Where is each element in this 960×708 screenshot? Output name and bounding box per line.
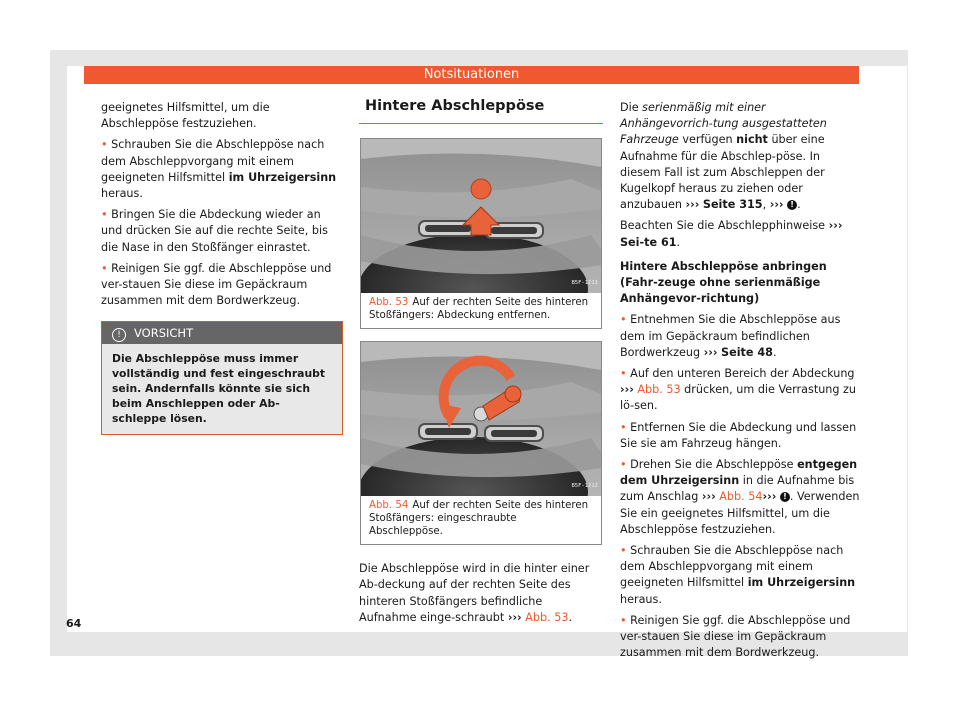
note-icon[interactable]: !	[780, 492, 790, 502]
reference-arrows: ›››	[701, 490, 716, 504]
reference-arrows: ›››	[762, 490, 777, 504]
page-link[interactable]: Seite 315	[702, 198, 763, 212]
figure-code: B5F-1211	[571, 280, 598, 286]
list-item: • Reinigen Sie ggf. die Abschleppöse und ver-stauen Sie diese im Gepäckraum zusammen mit dem Bordwerkzeug.	[620, 613, 851, 660]
reference-arrows: ›››	[685, 198, 700, 212]
page-link[interactable]: Seite 48	[721, 345, 773, 359]
list-item: • Auf den unteren Bereich der Abdeckung ››› Abb. 53 drücken, um die Verrastung zu lö-sen.	[620, 367, 857, 413]
bullet-icon: •	[620, 544, 627, 558]
figure-label: Abb. 53	[369, 297, 409, 309]
column-right	[620, 100, 860, 667]
caution-header	[102, 322, 342, 344]
figure-image	[361, 342, 601, 496]
list-item: • Reinigen Sie ggf. die Abschleppöse und ver-stauen Sie diese im Gepäckraum zusammen mit dem Bordwerkzeug.	[101, 261, 332, 308]
reference-arrows: ›››	[703, 345, 718, 359]
list-item: • Schrauben Sie die Abschleppöse nach dem Abschleppvorgang mit einem geeigneten Hilfsmittel im Uhrzeigersinn heraus.	[620, 544, 856, 606]
reference-arrows: ›››	[620, 383, 634, 397]
figure-caption: Abb. 53 Auf der rechten Seite des hinteren Stoßfängers: Abdeckung entfernen.	[369, 297, 589, 322]
caution-title: VORSICHT	[134, 326, 194, 341]
bullet-icon: •	[620, 313, 627, 327]
figure-54	[360, 341, 602, 545]
caution-box	[101, 321, 343, 435]
paragraph: Beachten Sie die Abschlepphinweise ››› Sei-te 61.	[620, 219, 843, 249]
bumper-cover-illustration	[361, 139, 601, 293]
bullet-icon: •	[620, 420, 627, 434]
page-number: 64	[66, 617, 82, 630]
towing-eye-illustration	[361, 342, 601, 496]
paragraph: Die serienmäßig mit einer Anhängevorrich-tung ausgestatteten Fahrzeuge verfügen nicht über eine Aufnahme für die Abschlep-pöse. In diesem Fall ist zum Abschleppen der Kugelkopf heraus zu ziehen oder anzubauen ››› Seite 315, ››› ! .	[620, 101, 827, 212]
figure-caption: Abb. 54 Auf der rechten Seite des hinteren Stoßfängers: eingeschraubte Abschleppöse.	[369, 500, 589, 538]
paragraph: Die Abschleppöse wird in die hinter einer Ab-deckung auf der rechten Seite des hinteren Stoßfängers befindliche Aufnahme einge-schraubt ››› Abb. 53.	[359, 562, 590, 624]
subheading: Hintere Abschleppöse anbringen (Fahr-zeuge ohne serienmäßige Anhängevor-richtung)	[620, 259, 827, 306]
warning-icon: !	[112, 328, 126, 342]
list-item: • Entnehmen Sie die Abschleppöse aus dem im Gepäckraum befindlichen Bordwerkzeug ››› Seite 48.	[620, 313, 841, 359]
figure-link[interactable]: Abb. 53	[525, 610, 569, 624]
list-item: • Entfernen Sie die Abdeckung und lassen Sie sie am Fahrzeug hängen.	[620, 420, 857, 450]
figure-image	[361, 139, 601, 293]
page-link[interactable]: Sei-te 61	[620, 235, 677, 249]
figure-code: B5F-1212	[571, 483, 598, 489]
bullet-icon: •	[101, 261, 108, 275]
bullet-icon: •	[101, 208, 108, 222]
list-item: • Schrauben Sie die Abschleppöse nach dem Abschleppvorgang mit einem geeigneten Hilfsmittel im Uhrzeigersinn heraus.	[101, 138, 337, 201]
paragraph: geeignetes Hilfsmittel, um die Abschleppöse festzuziehen.	[101, 101, 270, 131]
bullet-icon: •	[620, 458, 627, 472]
list-item: • Drehen Sie die Abschleppöse entgegen dem Uhrzeigersinn in die Aufnahme bis zum Anschlag ››› Abb. 54››› ! . Verwenden Sie ein geeignetes Hilfsmittel, um die Abschleppöse festzuziehen.	[620, 458, 860, 536]
figure-link[interactable]: Abb. 54	[719, 490, 763, 504]
reference-arrows: ›››	[769, 198, 784, 212]
note-icon[interactable]: !	[787, 200, 797, 210]
caution-text: Die Abschleppöse muss immer vollständig und fest eingeschraubt sein. Andernfalls könnte sie sich beim Anschleppen oder Ab-schleppe lösen.	[102, 344, 342, 434]
reference-arrows: ›››	[507, 610, 522, 624]
figure-link[interactable]: Abb. 53	[637, 383, 681, 397]
column-middle	[359, 98, 603, 631]
bullet-icon: •	[101, 138, 108, 152]
reference-arrows: ›››	[828, 219, 843, 233]
figure-label: Abb. 54	[369, 500, 409, 512]
list-item: • Bringen Sie die Abdeckung wieder an und drücken Sie auf die rechte Seite, bis die Nase in den Stoßfänger einrastet.	[101, 208, 328, 254]
chapter-header: Notsituationen	[84, 66, 859, 84]
section-title: Hintere Abschleppöse	[359, 98, 603, 124]
column-left	[101, 100, 343, 435]
bullet-icon: •	[620, 367, 627, 381]
figure-53	[360, 138, 602, 329]
bullet-icon: •	[620, 613, 627, 627]
